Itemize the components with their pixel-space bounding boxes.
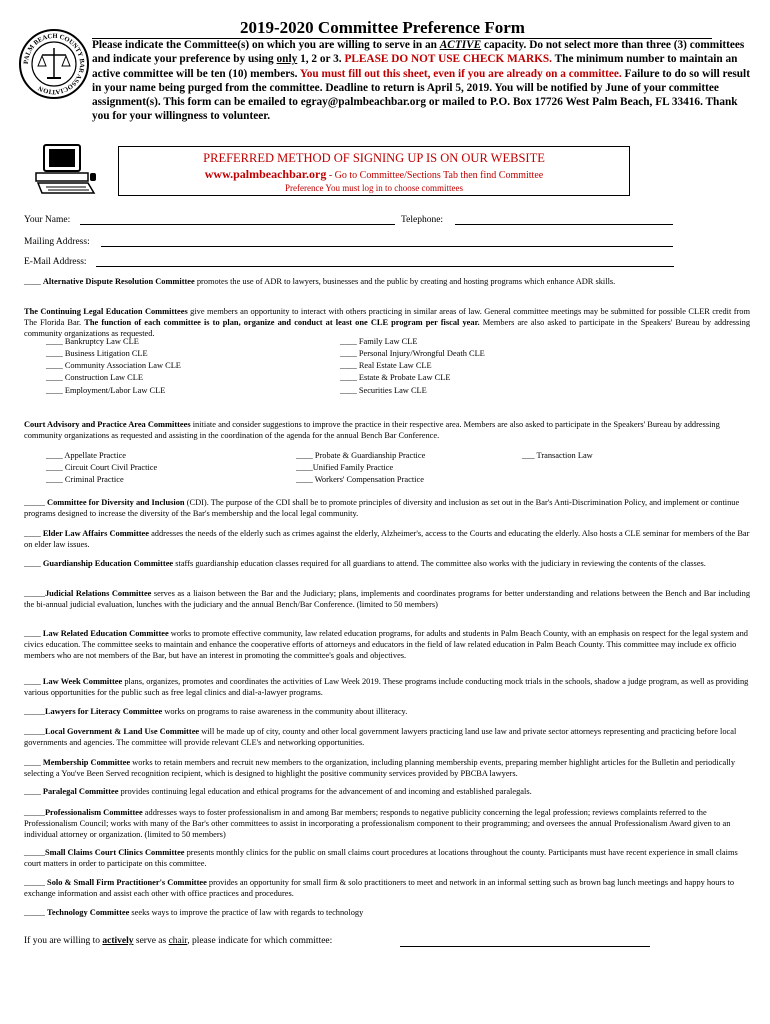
court-probate-guardianship[interactable]: ____ Probate & Guardianship Practice	[296, 451, 426, 460]
court-appellate[interactable]: ____ Appellate Practice	[46, 451, 126, 460]
page-title: 2019-2020 Committee Preference Form	[240, 18, 525, 37]
law-related-education-committee[interactable]: ____ Law Related Education Committee works to promote effective community, law related education programs, for adults and students in Palm Beach County, with an emphasis on respect for the legal system and civics education. The committee seeks to maintain and enhance the cooperative efforts of attorneys and educators in the field of law related education in Palm Beach County. This committee may include ex officio members who are not members of the Bar, but have an interest in promoting the committee's goals and objectives.	[24, 629, 748, 660]
chair-question: If you are willing to actively serve as chair, please indicate for which committee:	[24, 936, 333, 946]
paralegal-committee[interactable]: ____ Paralegal Committee provides continuing legal education and ethical programs for the advancement of and incoming and established paralegals.	[24, 787, 532, 796]
cle-business-litigation[interactable]: ____ Business Litigation CLE	[46, 349, 148, 358]
cle-real-estate[interactable]: ____ Real Estate Law CLE	[340, 361, 432, 370]
professionalism-committee[interactable]: _____Professionalism Committee addresses ways to foster professionalism in and among Bar members; responds to negative publicity concerning the legal profession; reviews complaints referred to the Professionalism Council; works with many of the Bar's other committees to assist in incorporating a professionalism component to their programming; and oversees the annual Professionalism Award given to an individual attorney or organization. (limited to 50 members)	[24, 808, 731, 839]
banner-instruction: Preference You must log in to choose committees	[285, 183, 463, 193]
court-workers-comp[interactable]: ____ Workers' Compensation Practice	[296, 475, 424, 484]
court-criminal[interactable]: ____ Criminal Practice	[46, 475, 124, 484]
mailing-field[interactable]	[101, 246, 673, 247]
cle-personal-injury[interactable]: ____ Personal Injury/Wrongful Death CLE	[340, 349, 485, 358]
cle-committees: The Continuing Legal Education Committees give members an opportunity to interact with others practicing in similar areas of law. General committee meetings may be submitted for possible CLER credit from The Florida Bar. The function of each committee is to plan, organize and conduct at least one CLE program per fiscal year. Members are also asked to participate in the Speakers' Bureau by addressing community organizations as requested.	[24, 307, 751, 338]
cle-bankruptcy[interactable]: ____ Bankruptcy Law CLE	[46, 337, 139, 346]
cle-employment-labor[interactable]: ____ Employment/Labor Law CLE	[46, 386, 166, 395]
cle-estate-probate[interactable]: ____ Estate & Probate Law CLE	[340, 373, 451, 382]
adr-committee: ____ Alternative Dispute Resolution Committee promotes the use of ADR to lawyers, businesses and the public by creating and hosting programs which enhance ADR skills.	[24, 277, 616, 286]
cle-family[interactable]: ____ Family Law CLE	[340, 337, 418, 346]
seal-text: PALM BEACH COUNTY BAR ASSOCIATION	[22, 32, 86, 96]
intro-text: Please indicate the Committee(s) on which you are willing to serve in an ACTIVE capacity. Do not select more than three (3) committees and indicate your preference by using only 1, 2 or 3. PLEASE DO NOT USE CHECK MARKS. The minimum number to maintain an active committee will be ten (10) members. You must fill out this sheet, even if you are already on a committee. Failure to do so will result in your name being purged from the committee. Deadline to return is April 5, 2019. You will be notified by June of your committee assignment(s). This form can be emailed to egray@palmbeachbar.org or mailed to P.O. Box 17726 West Palm Beach, FL 33416. Thank you for your willingness to volunteer.	[92, 39, 750, 123]
name-label: Your Name:	[24, 215, 71, 225]
website-banner	[118, 146, 630, 196]
name-field[interactable]	[80, 224, 395, 225]
small-claims-committee[interactable]: _____Small Claims Court Clinics Committee presents monthly clinics for the public on small claims court procedures at locations throughout the county. Participants must have recent experience in small claims court matters in order to participate on this committee.	[24, 848, 738, 868]
court-circuit-civil[interactable]: ____ Circuit Court Civil Practice	[46, 463, 158, 472]
diversity-inclusion-committee[interactable]: _____ Committee for Diversity and Inclusion (CDI). The purpose of the CDI shall be to promote principles of diversity and inclusion as set out in the Bar's Anti-Discrimination Policy, and implement or continue programs designed to increase the diversity of the Bar's membership and the local legal community.	[24, 498, 740, 518]
judicial-relations-committee[interactable]: _____Judicial Relations Committee serves as a liaison between the Bar and the Judiciary; plans, implements and coordinates programs for better understanding and relations between the Bench and Bar including the bi-annual judicial evaluation, lunches with the judiciary and the annual Bench/Bar Conference. (limited to 50 members)	[24, 589, 751, 609]
cle-community-association[interactable]: ____ Community Association Law CLE	[46, 361, 181, 370]
court-unified-family[interactable]: ____Unified Family Practice	[296, 463, 394, 472]
email-field[interactable]	[96, 266, 674, 267]
computer-icon	[34, 143, 98, 195]
guardianship-committee[interactable]: ____ Guardianship Education Committee staffs guardianship education classes required for all guardians to attend. The committee also works with the judiciary in reviewing the contents of the classes.	[24, 559, 706, 568]
chair-committee-field[interactable]	[400, 946, 650, 947]
cle-construction[interactable]: ____ Construction Law CLE	[46, 373, 143, 382]
bar-association-seal-icon	[18, 28, 90, 100]
banner-url-line: www.palmbeachbar.org - Go to Committee/Sections Tab then find Committee	[204, 167, 544, 181]
court-transaction-law[interactable]: ___ Transaction Law	[522, 451, 593, 460]
cle-securities[interactable]: ____ Securities Law CLE	[340, 386, 427, 395]
email-label: E-Mail Address:	[24, 257, 87, 267]
phone-field[interactable]	[455, 224, 673, 225]
law-week-committee[interactable]: ____ Law Week Committee plans, organizes, promotes and coordinates the activities of Law Week 2019. These programs include conducting mock trials in the schools, shadow a judge program, as well as providing various opportunities for the public such as free legal clinics and dial-a-lawyer programs.	[24, 677, 749, 697]
banner-heading: PREFERRED METHOD OF SIGNING UP IS ON OUR WEBSITE	[203, 151, 545, 165]
solo-small-firm-committee[interactable]: _____ Solo & Small Firm Practitioner's Committee provides an opportunity for small firm & solo practitioners to meet and network in an informal setting such as brown bag lunch meetings and happy hours to exchange information and assist each other with office practices and procedures.	[24, 878, 735, 898]
membership-committee[interactable]: ____ Membership Committee works to retain members and recruit new members to the organization, including planning membership events, preparing member highlight articles for the Bulletin and periodically selecting a You've Been Served recognition recipient, which is designed to highlight the positive community services provided by PBCBA lawyers.	[24, 758, 736, 778]
technology-committee[interactable]: _____ Technology Committee seeks ways to improve the practice of law with regards to technology	[24, 908, 364, 917]
website-link[interactable]: www.palmbeachbar.org	[204, 167, 327, 181]
local-government-committee[interactable]: _____Local Government & Land Use Committee will be made up of city, county and other local government lawyers practicing land use law and private sector attorneys representing and practicing before local governments and agencies. The committee will provide relevant CLE's and networking opportunities.	[24, 727, 737, 747]
mailing-label: Mailing Address:	[24, 237, 90, 247]
court-advisory-committees: Court Advisory and Practice Area Committees initiate and consider suggestions to improve the practice in their respective area. Members are also asked to participate in the Speakers' Bureau by addressing community organizations as requested and assisting in the coordination of the agenda for the annual Bench Bar Conference.	[24, 420, 720, 440]
literacy-committee[interactable]: _____Lawyers for Literacy Committee works on programs to raise awareness in the community about illiteracy.	[24, 707, 408, 716]
elder-law-committee[interactable]: ____ Elder Law Affairs Committee addresses the needs of the elderly such as crimes against the elderly, Alzheimer's, access to the Courts and educating the elderly. Also hosts a CLE seminar for members of the Bar on elder law issues.	[24, 529, 750, 549]
phone-label: Telephone:	[401, 215, 444, 225]
